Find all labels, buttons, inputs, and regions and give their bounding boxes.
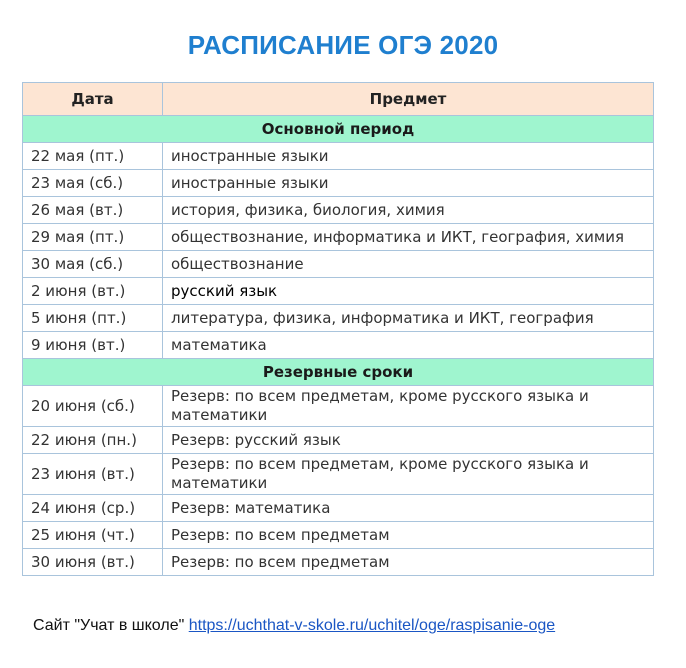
table-row [23, 278, 654, 305]
row-subject: обществознание, информатика и ИКТ, география, химия [163, 224, 654, 251]
row-date: 22 мая (пт.) [23, 143, 163, 170]
row-date: 23 июня (вт.) [23, 454, 163, 495]
table-row [23, 224, 654, 251]
table-row [23, 197, 654, 224]
footer [33, 617, 555, 635]
table-header-row [23, 83, 654, 116]
table-row [23, 427, 654, 454]
section-label: Основной период [23, 116, 654, 143]
table-row [23, 170, 654, 197]
row-subject: Резерв: по всем предметам [163, 522, 654, 549]
row-date: 25 июня (чт.) [23, 522, 163, 549]
table-row [23, 305, 654, 332]
table-row [23, 386, 654, 427]
row-date: 29 мая (пт.) [23, 224, 163, 251]
table-row [23, 251, 654, 278]
row-subject: иностранные языки [163, 170, 654, 197]
row-subject: Резерв: по всем предметам, кроме русского языка и математики [163, 454, 654, 495]
section-reserve-period [23, 359, 654, 386]
section-label: Резервные сроки [23, 359, 654, 386]
section-main-period [23, 116, 654, 143]
table-row [23, 143, 654, 170]
footer-text: Сайт "Учат в школе" [33, 617, 185, 634]
row-subject: Резерв: по всем предметам [163, 549, 654, 576]
row-date: 20 июня (сб.) [23, 386, 163, 427]
row-subject: русский язык [163, 278, 654, 305]
row-date: 2 июня (вт.) [23, 278, 163, 305]
row-subject: история, физика, биология, химия [163, 197, 654, 224]
row-subject: Резерв: математика [163, 495, 654, 522]
table-row [23, 332, 654, 359]
row-subject: Резерв: русский язык [163, 427, 654, 454]
row-date: 24 июня (ср.) [23, 495, 163, 522]
header-subject: Предмет [163, 83, 654, 116]
source-link[interactable]: https://uchthat-v-skole.ru/uchitel/oge/raspisanie-oge [188, 617, 556, 634]
row-subject: обществознание [163, 251, 654, 278]
row-subject: литература, физика, информатика и ИКТ, география [163, 305, 654, 332]
table-row [23, 522, 654, 549]
page-title: РАСПИСАНИЕ ОГЭ 2020 [187, 30, 499, 60]
row-subject: иностранные языки [163, 143, 654, 170]
row-date: 22 июня (пн.) [23, 427, 163, 454]
table-row [23, 495, 654, 522]
header-date: Дата [23, 83, 163, 116]
row-date: 9 июня (вт.) [23, 332, 163, 359]
row-date: 26 мая (вт.) [23, 197, 163, 224]
row-date: 23 мая (сб.) [23, 170, 163, 197]
table-row [23, 454, 654, 495]
row-subject: Резерв: по всем предметам, кроме русского языка и математики [163, 386, 654, 427]
schedule-table [22, 82, 654, 576]
table-row [23, 549, 654, 576]
row-date: 30 мая (сб.) [23, 251, 163, 278]
row-date: 30 июня (вт.) [23, 549, 163, 576]
row-date: 5 июня (пт.) [23, 305, 163, 332]
row-subject: математика [163, 332, 654, 359]
